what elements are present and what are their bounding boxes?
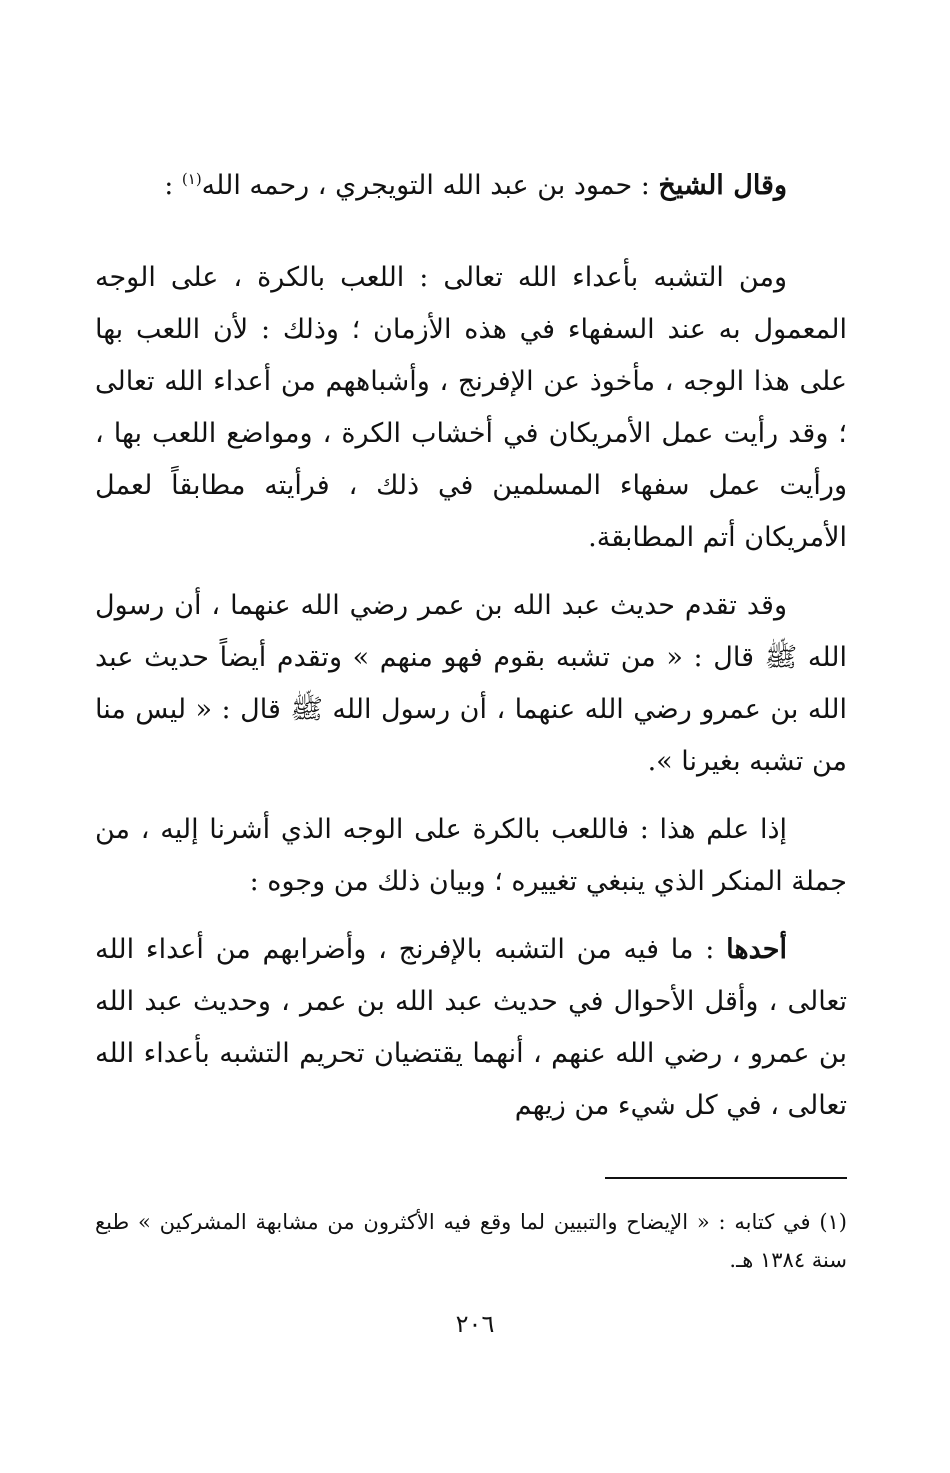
footnote-divider [605,1177,847,1179]
intro-text: : حمود بن عبد الله التويجري ، رحمه الله [201,170,650,201]
intro-paragraph [95,160,847,212]
paragraph-imitation: ومن التشبه بأعداء الله تعالى : اللعب بالكرة ، على الوجه المعمول به عند السفهاء في هذه الأزمان ؛ وذلك : لأن اللعب بها على هذا الوجه ، مأخوذ عن الإفرنج ، وأشباههم من أعداء الله تعالى ؛ وقد رأيت عمل الأمريكان في أخشاب الكرة ، ومواضع اللعب بها ، ورأيت عمل سفهاء المسلمين في ذلك ، فرأيته مطابقاً لعمل الأمريكان أتم المطابقة. [95,262,847,553]
footnote: (١) في كتابه : « الإيضاح والتبيين لما وقع فيه الأكثرون من مشابهة المشركين » طبع سنة ١٣٨٤ هـ. [95,1210,847,1272]
page-body [95,160,847,1148]
paragraph-conclusion: إذا علم هذا : فاللعب بالكرة على الوجه الذي أشرنا إليه ، من جملة المنكر الذي ينبغي تغييره ؛ وبيان ذلك من وجوه : [95,814,847,897]
intro-tail: : [164,170,182,201]
footnote-reference: (١) [181,170,202,188]
first-reason-lead: أحدها [726,934,787,965]
intro-lead: وقال الشيخ [658,170,787,201]
paragraph-first-reason [95,924,847,1132]
paragraph-hadith: وقد تقدم حديث عبد الله بن عمر رضي الله عنهما ، أن رسول الله ﷺ قال : « من تشبه بقوم فهو منهم » وتقدم أيضاً حديث عبد الله بن عمرو رضي الله عنهما ، أن رسول الله ﷺ قال : « ليس منا من تشبه بغيرنا ». [95,590,847,777]
first-reason-text: : ما فيه من التشبه بالإفرنج ، وأضرابهم من أعداء الله تعالى ، وأقل الأحوال في حديث عبد الله بن عمر ، وحديث عبد الله بن عمرو ، رضي الله عنهم ، أنهما يقتضيان تحريم التشبه بأعداء الله تعالى ، في كل شيء من زيهم [95,934,847,1121]
page-number: ٢٠٦ [455,1310,495,1338]
